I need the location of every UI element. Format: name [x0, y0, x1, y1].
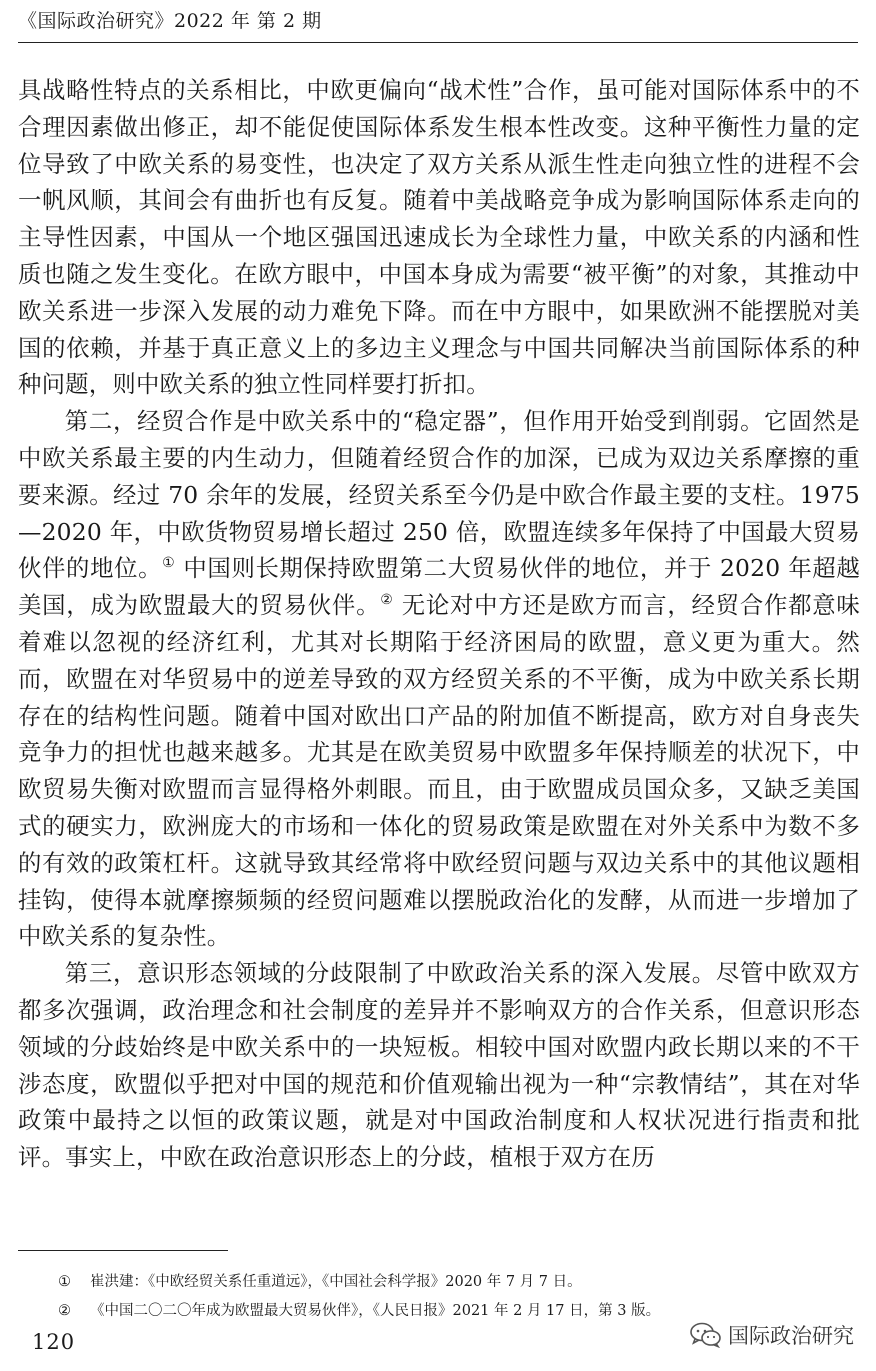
article-body — [18, 72, 860, 1176]
watermark — [690, 1320, 854, 1350]
watermark-text: 国际政治研究 — [728, 1324, 854, 1348]
footnote-2-text: 《中国二〇二〇年成为欧盟最大贸易伙伴》，《人民日报》2021 年 2 月 17 日，第 3 版。 — [90, 1303, 661, 1319]
footnote-2-mark: ② — [58, 1303, 71, 1319]
footnote-1 — [58, 1268, 858, 1297]
footnote-divider — [18, 1250, 228, 1251]
wechat-icon — [690, 1322, 722, 1348]
footnote-1-mark: ① — [58, 1274, 71, 1290]
paragraph-2-text-c: 无论对中方还是欧方而言，经贸合作都意味着难以忽视的经济红利，尤其对长期陷于经济困局的欧盟，意义更为重大。然而，欧盟在对华贸易中的逆差导致的双方经贸关系的不平衡，成为中欧关系长期存在的结构性问题。随着中国对欧出口产品的附加值不断提高，欧方对自身丧失竞争力的担忧也越来越多。尤其是在欧美贸易中欧盟多年保持顺差的状况下，中欧贸易失衡对欧盟而言显得格外刺眼。而且，由于欧盟成员国众多，又缺乏美国式的硬实力，欧洲庞大的市场和一体化的贸易政策是欧盟在对外关系中为数不多的有效的政策杠杆。这就导致其经常将中欧经贸问题与双边关系中的其他议题相挂钩，使得本就摩擦频频的经贸问题难以摆脱政治化的发酵，从而进一步增加了中欧关系的复杂性。 — [18, 591, 860, 951]
footnote-ref-1[interactable]: ① — [162, 555, 176, 572]
paragraph-2-text-b: 中国则长期保持欧盟第二大贸易伙伴的地位，并于 2020 年超越美国，成为欧盟最大的贸易伙伴。 — [18, 554, 860, 620]
footnote-1-text: 崔洪建：《中欧经贸关系任重道远》，《中国社会科学报》2020 年 7 月 7 日。 — [90, 1274, 582, 1290]
footnotes — [58, 1268, 858, 1326]
page-number: 120 — [32, 1330, 76, 1354]
footnote-ref-2[interactable]: ② — [380, 592, 394, 609]
paragraph-1: 具战略性特点的关系相比，中欧更偏向“战术性”合作，虽可能对国际体系中的不合理因素做出修正，却不能促使国际体系发生根本性改变。这种平衡性力量的定位导致了中欧关系的易变性，也决定了双方关系从派生性走向独立性的进程不会一帆风顺，其间会有曲折也有反复。随着中美战略竞争成为影响国际体系走向的主导性因素，中国从一个地区强国迅速成长为全球性力量，中欧关系的内涵和性质也随之发生变化。在欧方眼中，中国本身成为需要“被平衡”的对象，其推动中欧关系进一步深入发展的动力难免下降。而在中方眼中，如果欧洲不能摆脱对美国的依赖，并基于真正意义上的多边主义理念与中国共同解决当前国际体系的种种问题，则中欧关系的独立性同样要打折扣。 — [18, 76, 860, 399]
paragraph-2 — [18, 403, 860, 955]
paragraph-2-text-a: 第二，经贸合作是中欧关系中的“稳定器”，但作用开始受到削弱。它固然是中欧关系最主要的内生动力，但随着经贸合作的加深，已成为双边关系摩擦的重要来源。经过 70 余年的发展，经贸关系至今仍是中欧合作最主要的支柱。1975—2020 年，中欧货物贸易增长超过 250 倍，欧盟连续多年保持了中国最大贸易伙伴的地位。 — [18, 407, 860, 583]
paragraph-3: 第三，意识形态领域的分歧限制了中欧政治关系的深入发展。尽管中欧双方都多次强调，政治理念和社会制度的差异并不影响双方的合作关系，但意识形态领域的分歧始终是中欧关系中的一块短板。相较中国对欧盟内政长期以来的不干涉态度，欧盟似乎把对中国的规范和价值观输出视为一种“宗教情结”，其在对华政策中最持之以恒的政策议题，就是对中国政治制度和人权状况进行指责和批评。事实上，中欧在政治意识形态上的分歧，植根于双方在历 — [18, 959, 860, 1172]
running-header: 《国际政治研究》2022 年 第 2 期 — [18, 6, 858, 43]
